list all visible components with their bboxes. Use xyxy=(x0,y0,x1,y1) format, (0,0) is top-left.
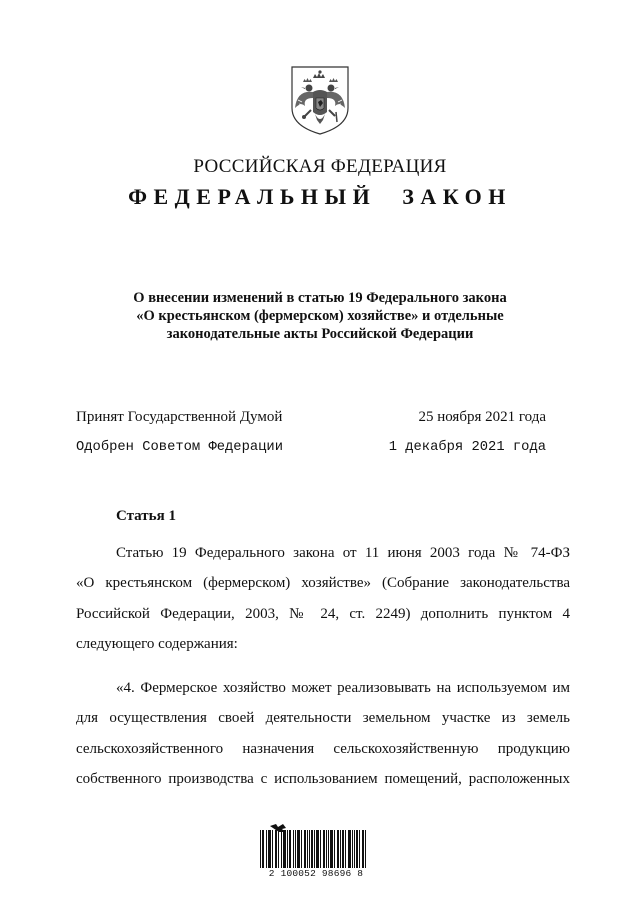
paragraph-line: собственного производства с использованием помещений, расположенных xyxy=(76,770,570,787)
paragraph-line: для осуществления своей деятельности земельном участке из земель xyxy=(76,710,570,727)
council-approval-label: Одобрен Советом Федерации xyxy=(76,440,283,455)
duma-adoption-label: Принят Государственной Думой xyxy=(76,409,283,425)
law-title-line: законодательные акты Российской Федерации xyxy=(166,326,474,342)
law-title-line: «О крестьянском (фермерском) хозяйстве» и отдельные xyxy=(136,308,504,324)
paragraph-line: сельскохозяйственного назначения сельскохозяйственную продукцию xyxy=(76,740,570,757)
paragraph-line: «4. Фермерское хозяйство может реализовывать на используемом им xyxy=(116,680,570,696)
paragraph-line: Статью 19 Федерального закона от 11 июня 2003 года № 74-ФЗ xyxy=(116,545,570,561)
article-paragraph xyxy=(76,538,570,659)
paragraph-line: Российской Федерации, 2003, № 24, ст. 2249) дополнить пунктом 4 xyxy=(76,605,570,622)
duma-adoption-date: 25 ноября 2021 года xyxy=(418,409,546,425)
council-approval-date: 1 декабря 2021 года xyxy=(388,440,546,455)
article-paragraph xyxy=(76,673,570,794)
paragraph-line: «О крестьянском (фермерском) хозяйстве» (Собрание законодательства xyxy=(76,575,570,592)
document-type-heading: ФЕДЕРАЛЬНЫЙ ЗАКОН xyxy=(128,184,512,209)
law-title xyxy=(80,289,560,343)
article-heading: Статья 1 xyxy=(116,508,176,524)
russian-coat-of-arms-icon xyxy=(289,64,351,136)
country-heading: РОССИЙСКАЯ ФЕДЕРАЦИЯ xyxy=(193,156,447,177)
paragraph-line: следующего содержания: xyxy=(76,635,238,652)
barcode-icon xyxy=(256,822,376,898)
law-title-line: О внесении изменений в статью 19 Федерального закона xyxy=(133,290,507,306)
barcode-digits: 2 100052 98696 8 xyxy=(256,868,376,879)
